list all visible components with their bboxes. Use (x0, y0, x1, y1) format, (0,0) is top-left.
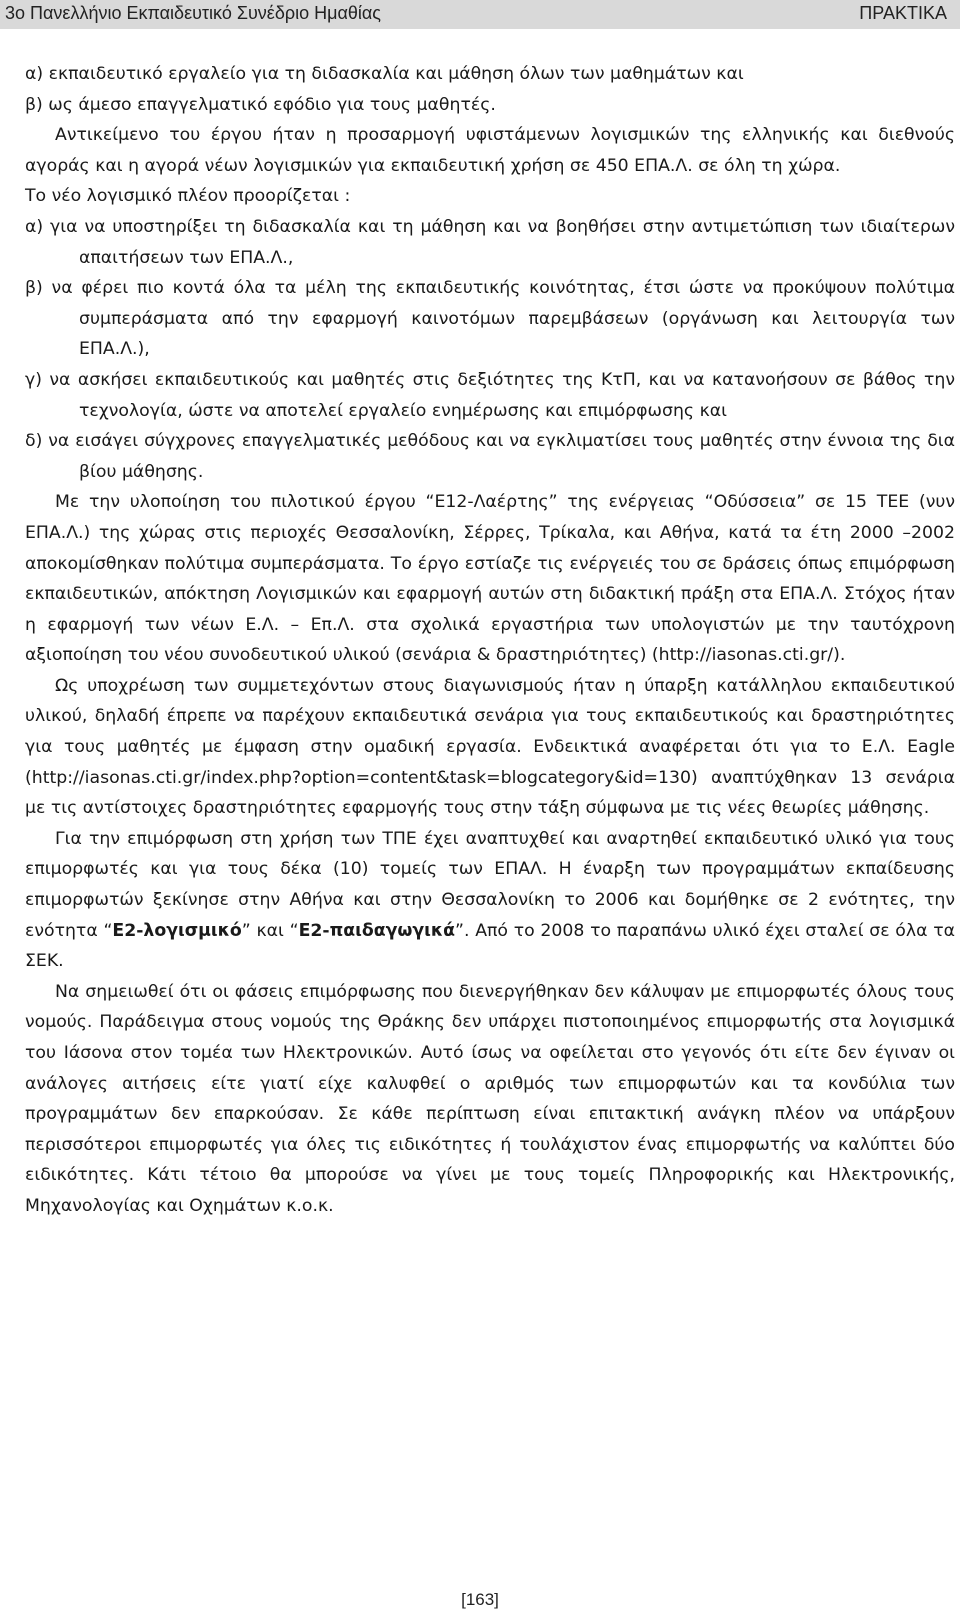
document-body (25, 59, 955, 1222)
paragraph: Με την υλοποίηση του πιλοτικού έργου “Ε12-Λαέρτης” της ενέργειας “Οδύσσεια” σε 15 ΤΕΕ (νυν ΕΠΑ.Λ.) της χώρας στις περιοχές Θεσσαλονίκη, Σέρρες, Τρίκαλα, και Αθήνα, κατά τα έτη 2000 –2002 αποκομίσθηκαν πολύτιμα συμπεράσματα. Το έργο εστίαζε τις ενέργειές του σε δράσεις όπως επιμόρφωση εκπαιδευτικών, απόκτηση Λογισμικών και εφαρμογή αυτών στη διδακτική πράξη στα ΕΠΑ.Λ. Στόχος ήταν η εφαρμογή των νέων Ε.Λ. – Επ.Λ. στα σχολικά εργαστήρια των υπολογιστών με την ταυτόχρονη αξιοποίηση του νέου συνοδευτικού υλικού (σενάρια & δραστηριότητες) (http://iasonas.cti.gr/). (25, 492, 955, 666)
list-item: γ) να ασκήσει εκπαιδευτικούς και μαθητές στις δεξιότητες της ΚτΠ, και να κατανοήσουν σε βάθος την τεχνολογία, ώστε να αποτελεί εργαλείο ενημέρωσης και επιμόρφωσης και (25, 369, 955, 421)
text-run: ” και “ (241, 920, 299, 941)
paragraph: Αντικείμενο του έργου ήταν η προσαρμογή υφιστάμενων λογισμικών της ελληνικής και διεθνούς αγοράς και η αγορά νέων λογισμικών για εκπαιδευτική χρήση σε 450 ΕΠΑ.Λ. σε όλη τη χώρα. (25, 125, 955, 176)
page-header (0, 0, 960, 29)
section-label: ΠΡΑΚΤΙΚΑ (859, 3, 947, 23)
paragraph: β) ως άμεσο επαγγελματικό εφόδιο για τους μαθητές. (25, 94, 496, 115)
conference-title: 3ο Πανελλήνιο Εκπαιδευτικό Συνέδριο Ημαθίας (5, 3, 381, 23)
bold-term: Ε2-παιδαγωγικά (298, 920, 456, 941)
paragraph: Το νέο λογισμικό πλέον προορίζεται : (25, 186, 351, 207)
list-item: δ) να εισάγει σύγχρονες επαγγελματικές μεθόδους και να εγκλιματίσει τους μαθητές στην έννοια της δια βίου μάθησης. (25, 431, 955, 482)
list-item: α) για να υποστηρίξει τη διδασκαλία και τη μάθηση και να βοηθήσει στην αντιμετώπιση των ιδιαίτερων απαιτήσεων των ΕΠΑ.Λ., (25, 216, 955, 268)
paragraph (25, 824, 955, 977)
bold-term: Ε2-λογισμικό (112, 920, 242, 941)
page-number: [163] (461, 1590, 499, 1609)
text-run: Για την επιμόρφωση στη χρήση των ΤΠΕ έχει αναπτυχθεί και αναρτηθεί εκπαιδευτικό υλικό για τους επιμορφωτές και για τους δέκα (10) τομείς των ΕΠΑΛ. Η έναρξη των προγραμμάτων εκπαίδευσης επιμορφωτών ξεκίνησε στην Αθήνα και στην Θεσσαλονίκη το 2006 και δομήθηκε σε 2 ενότητες, την ενότητα “ (25, 828, 955, 941)
text-run: ”. Από το 2008 το παραπάνω υλικό έχει σταλεί σε όλα τα ΣΕΚ. (25, 920, 955, 972)
paragraph: α) εκπαιδευτικό εργαλείο για τη διδασκαλία και μάθηση όλων των μαθημάτων και (25, 64, 744, 84)
list-item: β) να φέρει πιο κοντά όλα τα μέλη της εκπαιδευτικής κοινότητας, έτσι ώστε να προκύψουν πολύτιμα συμπεράσματα από την εφαρμογή καινοτόμων παρεμβάσεων (οργάνωση και λειτουργία των ΕΠΑ.Λ.), (25, 278, 955, 360)
paragraph: Ως υποχρέωση των συμμετεχόντων στους διαγωνισμούς ήταν η ύπαρξη κατάλληλου εκπαιδευτικού υλικού, δηλαδή έπρεπε να παρέχουν εκπαιδευτικά σενάρια για τους εκπαιδευτικούς και δραστηριότητες για τους μαθητές με έμφαση στην ομαδική εργασία. Ενδεικτικά αναφέρεται ότι για το Ε.Λ. Eagle (http://iasonas.cti.gr/index.php?option=content&task=blogcategory&id=130) αναπτύχθηκαν 13 σενάρια με τις αντίστοιχες δραστηριότητες εφαρμογής τους στην τάξη σύμφωνα με τις νέες θεωρίες μάθησης. (25, 675, 955, 819)
paragraph: Να σημειωθεί ότι οι φάσεις επιμόρφωσης που διενεργήθηκαν δεν κάλυψαν με επιμορφωτές όλους τους νομούς. Παράδειγμα στους νομούς της Θράκης δεν υπάρχει πιστοποιημένος επιμορφωτής στα λογισμικά του Ιάσονα στον τομέα των Ηλεκτρονικών. Αυτό ίσως να οφείλεται στο γεγονός ότι είτε δεν έγιναν οι ανάλογες αιτήσεις είτε γιατί είχε καλυφθεί ο αριθμός των επιμορφωτών και τα κονδύλια των προγραμμάτων δεν επαρκούσαν. Σε κάθε περίπτωση είναι επιτακτική ανάγκη πλέον να υπάρξουν περισσότεροι επιμορφωτές για όλες τις ειδικότητες ή τουλάχιστον ένας επιμορφωτής να καλύπτει δύο ειδικότητες. Κάτι τέτοιο θα μπορούσε να γίνει με τους τομείς Πληροφορικής και Ηλεκτρονικής, Μηχανολογίας και Οχημάτων κ.ο.κ. (25, 981, 955, 1216)
